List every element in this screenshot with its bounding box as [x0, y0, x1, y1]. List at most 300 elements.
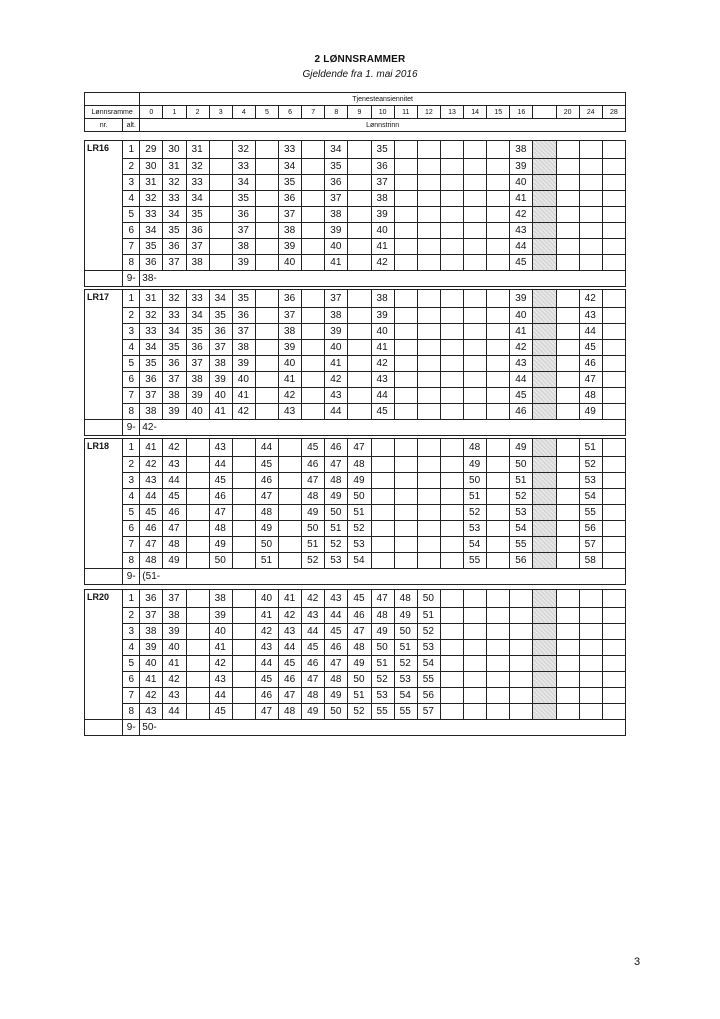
step-cell	[417, 552, 440, 568]
step-cell: 56	[417, 687, 440, 703]
step-cell: 41	[140, 671, 163, 687]
step-cell: 36	[186, 339, 209, 355]
step-cell	[464, 703, 487, 719]
step-cell	[371, 536, 394, 552]
step-cell	[556, 206, 579, 222]
table-row	[85, 339, 626, 355]
step-cell: 52	[417, 623, 440, 639]
step-cell	[556, 590, 579, 608]
step-cell	[556, 307, 579, 323]
step-cell: 46	[140, 520, 163, 536]
step-cell	[371, 456, 394, 472]
step-cell: 47	[163, 520, 186, 536]
step-cell: 47	[279, 687, 302, 703]
step-cell: 45	[255, 671, 278, 687]
step-cell: 54	[348, 552, 371, 568]
step-cell: 37	[325, 190, 348, 206]
step-cell	[556, 639, 579, 655]
step-cell	[440, 307, 463, 323]
step-cell: 50	[325, 703, 348, 719]
step-cell	[464, 687, 487, 703]
step-cell	[255, 238, 278, 254]
step-cell: 42	[163, 439, 186, 457]
alt-cell: 3	[123, 623, 140, 639]
step-cell	[579, 238, 602, 254]
step-cell: 47	[255, 703, 278, 719]
step-cell	[440, 141, 463, 159]
step-cell	[394, 254, 417, 270]
step-cell: 38	[325, 307, 348, 323]
step-cell: 37	[209, 339, 232, 355]
frame-name-cell	[85, 403, 123, 419]
step-cell	[255, 141, 278, 159]
page-title: 2 LØNNSRAMMER	[314, 54, 406, 65]
step-cell	[186, 703, 209, 719]
table-row	[85, 520, 626, 536]
step-cell	[556, 403, 579, 419]
table-row	[85, 687, 626, 703]
step-cell	[602, 323, 625, 339]
step-cell	[487, 174, 510, 190]
step-cell	[440, 174, 463, 190]
step-cell	[232, 488, 255, 504]
step-cell	[440, 623, 463, 639]
step-cell	[186, 687, 209, 703]
step-cell	[533, 238, 556, 254]
frame-name-cell	[85, 387, 123, 403]
step-cell: 43	[163, 687, 186, 703]
step-cell: 46	[163, 504, 186, 520]
step-cell: 55	[417, 671, 440, 687]
step-cell	[348, 403, 371, 419]
step-cell	[417, 190, 440, 206]
step-cell: 30	[163, 141, 186, 159]
step-cell	[394, 403, 417, 419]
frame-name-cell	[85, 174, 123, 190]
step-cell	[417, 371, 440, 387]
step-cell: 51	[348, 687, 371, 703]
step-cell	[464, 190, 487, 206]
frame-name: LR20	[85, 590, 123, 608]
step-cell	[186, 590, 209, 608]
step-cell	[255, 290, 278, 308]
step-cell: 33	[140, 323, 163, 339]
step-cell	[302, 371, 325, 387]
step-cell	[440, 703, 463, 719]
step-cell	[417, 439, 440, 457]
table-row-tail	[85, 270, 626, 286]
step-cell	[394, 222, 417, 238]
alt-cell: 2	[123, 158, 140, 174]
step-cell	[417, 403, 440, 419]
step-cell	[417, 488, 440, 504]
step-cell: 37	[163, 254, 186, 270]
step-cell: 55	[579, 504, 602, 520]
step-cell	[556, 655, 579, 671]
step-cell: 31	[186, 141, 209, 159]
step-cell	[232, 536, 255, 552]
step-cell	[371, 488, 394, 504]
step-cell	[417, 387, 440, 403]
step-cell: 55	[371, 703, 394, 719]
step-cell: 53	[348, 536, 371, 552]
step-cell	[232, 472, 255, 488]
step-cell: 39	[371, 307, 394, 323]
table-row	[85, 472, 626, 488]
step-cell	[579, 607, 602, 623]
step-cell	[510, 607, 533, 623]
step-cell	[487, 254, 510, 270]
step-cell: 53	[464, 520, 487, 536]
step-cell: 38	[279, 222, 302, 238]
header-year-cell: 20	[556, 106, 579, 119]
step-cell	[579, 655, 602, 671]
step-cell	[394, 323, 417, 339]
step-cell	[487, 623, 510, 639]
step-cell: 36	[140, 590, 163, 608]
alt-cell: 6	[123, 222, 140, 238]
step-cell	[417, 206, 440, 222]
step-cell: 37	[325, 290, 348, 308]
step-cell: 36	[209, 323, 232, 339]
step-cell: 42	[209, 655, 232, 671]
alt-cell: 8	[123, 254, 140, 270]
step-cell	[232, 639, 255, 655]
step-cell: 48	[371, 607, 394, 623]
step-cell	[394, 355, 417, 371]
step-cell: 39	[163, 623, 186, 639]
step-cell	[556, 290, 579, 308]
tail-alt-cell: 9-	[123, 270, 140, 286]
step-cell	[533, 655, 556, 671]
step-cell	[533, 307, 556, 323]
step-cell: 52	[464, 504, 487, 520]
alt-cell: 1	[123, 590, 140, 608]
step-cell: 34	[232, 174, 255, 190]
table-row	[85, 158, 626, 174]
step-cell: 35	[163, 222, 186, 238]
step-cell: 35	[209, 307, 232, 323]
step-cell: 35	[325, 158, 348, 174]
step-cell: 31	[163, 158, 186, 174]
step-cell	[302, 339, 325, 355]
step-cell: 38	[140, 403, 163, 419]
step-cell	[464, 222, 487, 238]
frame-name-cell	[85, 222, 123, 238]
step-cell	[394, 141, 417, 159]
step-cell	[255, 222, 278, 238]
step-cell: 47	[209, 504, 232, 520]
step-cell	[556, 456, 579, 472]
table-row	[85, 456, 626, 472]
step-cell: 47	[302, 671, 325, 687]
step-cell	[186, 552, 209, 568]
table-row	[85, 174, 626, 190]
step-cell	[464, 623, 487, 639]
step-cell: 44	[510, 238, 533, 254]
step-cell: 55	[464, 552, 487, 568]
step-cell	[417, 355, 440, 371]
step-cell: 42	[510, 206, 533, 222]
step-cell: 35	[279, 174, 302, 190]
step-cell	[464, 290, 487, 308]
table-row	[85, 536, 626, 552]
step-cell: 40	[371, 323, 394, 339]
step-cell	[279, 472, 302, 488]
step-cell	[255, 403, 278, 419]
step-cell: 44	[579, 323, 602, 339]
step-cell	[440, 439, 463, 457]
step-cell	[464, 323, 487, 339]
step-cell: 53	[394, 671, 417, 687]
step-cell: 43	[163, 456, 186, 472]
step-cell: 48	[302, 488, 325, 504]
step-cell	[417, 158, 440, 174]
step-cell: 38	[163, 387, 186, 403]
step-cell	[440, 403, 463, 419]
frame-table-lr18	[84, 438, 626, 585]
step-cell: 41	[279, 590, 302, 608]
step-cell	[440, 238, 463, 254]
step-cell: 46	[325, 439, 348, 457]
step-cell	[302, 387, 325, 403]
frame-table-lr20	[84, 589, 626, 736]
step-cell	[255, 355, 278, 371]
step-cell	[556, 520, 579, 536]
step-cell: 44	[302, 623, 325, 639]
frame-table-lr16	[84, 140, 626, 287]
step-cell	[533, 387, 556, 403]
step-cell: 33	[279, 141, 302, 159]
frame-name-cell	[85, 371, 123, 387]
step-cell: 48	[279, 703, 302, 719]
step-cell: 38	[279, 323, 302, 339]
table-row	[85, 141, 626, 159]
step-cell	[371, 439, 394, 457]
step-cell: 42	[302, 590, 325, 608]
frame-table-lr17	[84, 289, 626, 436]
step-cell: 35	[186, 323, 209, 339]
table-row	[85, 307, 626, 323]
tail-blank-cell	[85, 719, 123, 735]
alt-cell: 1	[123, 290, 140, 308]
step-cell	[556, 439, 579, 457]
step-cell: 45	[510, 387, 533, 403]
step-cell	[348, 141, 371, 159]
step-cell: 45	[209, 472, 232, 488]
step-cell: 49	[394, 607, 417, 623]
step-cell: 42	[579, 290, 602, 308]
step-cell: 38	[209, 355, 232, 371]
step-cell	[487, 456, 510, 472]
step-cell	[186, 472, 209, 488]
step-cell: 41	[325, 355, 348, 371]
step-cell	[417, 222, 440, 238]
step-cell	[487, 387, 510, 403]
step-cell	[417, 339, 440, 355]
step-cell: 39	[325, 222, 348, 238]
step-cell: 46	[209, 488, 232, 504]
step-cell: 38	[232, 339, 255, 355]
step-cell: 43	[325, 590, 348, 608]
step-cell: 41	[209, 639, 232, 655]
step-cell: 50	[417, 590, 440, 608]
step-cell	[487, 355, 510, 371]
step-cell	[579, 590, 602, 608]
step-cell: 48	[394, 590, 417, 608]
step-cell	[487, 339, 510, 355]
table-row	[85, 190, 626, 206]
step-cell: 38	[371, 290, 394, 308]
alt-cell: 7	[123, 536, 140, 552]
step-cell	[417, 504, 440, 520]
step-cell	[440, 371, 463, 387]
step-cell: 38	[232, 238, 255, 254]
step-cell	[394, 206, 417, 222]
step-cell: 42	[163, 671, 186, 687]
step-cell: 39	[232, 254, 255, 270]
step-cell: 46	[510, 403, 533, 419]
frame-name-cell	[85, 536, 123, 552]
step-cell	[186, 655, 209, 671]
step-cell	[602, 238, 625, 254]
alt-cell: 3	[123, 174, 140, 190]
step-cell	[232, 456, 255, 472]
step-cell	[394, 536, 417, 552]
tail-alt-cell: 9-	[123, 568, 140, 584]
step-cell: 37	[279, 307, 302, 323]
step-cell: 39	[325, 323, 348, 339]
step-cell	[556, 623, 579, 639]
step-cell: 48	[209, 520, 232, 536]
step-cell	[533, 290, 556, 308]
frame-name-cell	[85, 504, 123, 520]
step-cell	[348, 158, 371, 174]
step-cell	[440, 355, 463, 371]
step-cell: 41	[325, 254, 348, 270]
frame-name: LR18	[85, 439, 123, 457]
step-cell	[209, 238, 232, 254]
step-cell: 43	[140, 703, 163, 719]
step-cell	[348, 371, 371, 387]
table-row	[85, 639, 626, 655]
step-cell	[209, 254, 232, 270]
alt-cell: 5	[123, 655, 140, 671]
step-cell: 36	[163, 238, 186, 254]
step-cell: 44	[255, 655, 278, 671]
step-cell	[232, 671, 255, 687]
step-cell	[394, 439, 417, 457]
step-cell: 41	[255, 607, 278, 623]
step-cell: 53	[579, 472, 602, 488]
step-cell	[533, 590, 556, 608]
frame-name-cell	[85, 687, 123, 703]
step-cell: 49	[163, 552, 186, 568]
step-cell: 48	[325, 472, 348, 488]
step-cell: 43	[302, 607, 325, 623]
step-cell: 40	[325, 339, 348, 355]
step-cell	[556, 387, 579, 403]
step-cell	[602, 607, 625, 623]
table-row	[85, 323, 626, 339]
step-cell: 32	[140, 307, 163, 323]
step-cell: 54	[510, 520, 533, 536]
step-cell: 50	[348, 671, 371, 687]
table-row	[85, 238, 626, 254]
table-row	[85, 623, 626, 639]
step-cell: 33	[163, 190, 186, 206]
step-cell	[533, 339, 556, 355]
step-cell: 41	[279, 371, 302, 387]
step-cell: 43	[279, 403, 302, 419]
step-cell	[487, 290, 510, 308]
frame-name-cell	[85, 190, 123, 206]
step-cell: 40	[163, 639, 186, 655]
step-cell	[510, 671, 533, 687]
step-cell	[464, 141, 487, 159]
step-cell: 48	[325, 671, 348, 687]
frame-name-cell	[85, 307, 123, 323]
step-cell	[556, 552, 579, 568]
step-cell: 52	[371, 671, 394, 687]
step-cell: 48	[140, 552, 163, 568]
alt-cell: 1	[123, 439, 140, 457]
step-cell	[487, 687, 510, 703]
step-cell	[464, 355, 487, 371]
step-cell: 32	[232, 141, 255, 159]
step-cell	[186, 456, 209, 472]
alt-cell: 5	[123, 206, 140, 222]
step-cell	[533, 504, 556, 520]
step-cell: 43	[371, 371, 394, 387]
step-cell	[602, 590, 625, 608]
step-cell	[487, 206, 510, 222]
step-cell: 49	[510, 439, 533, 457]
step-cell: 49	[302, 504, 325, 520]
step-cell	[533, 439, 556, 457]
step-cell: 53	[371, 687, 394, 703]
step-cell: 42	[510, 339, 533, 355]
step-cell	[186, 639, 209, 655]
step-cell	[602, 472, 625, 488]
step-cell	[533, 687, 556, 703]
step-cell	[279, 552, 302, 568]
step-cell: 45	[325, 623, 348, 639]
step-cell: 52	[394, 655, 417, 671]
tail-value-cell: 38-	[140, 270, 626, 286]
step-cell	[533, 141, 556, 159]
step-cell	[440, 456, 463, 472]
step-cell	[602, 456, 625, 472]
alt-cell: 7	[123, 238, 140, 254]
step-cell: 58	[579, 552, 602, 568]
step-cell: 46	[579, 355, 602, 371]
step-cell	[487, 222, 510, 238]
step-cell: 35	[232, 290, 255, 308]
step-cell	[533, 472, 556, 488]
page-subtitle: Gjeldende fra 1. mai 2016	[302, 69, 418, 80]
step-cell: 41	[140, 439, 163, 457]
step-cell: 34	[186, 190, 209, 206]
step-cell	[440, 590, 463, 608]
step-cell	[302, 238, 325, 254]
step-cell: 47	[579, 371, 602, 387]
step-cell	[510, 655, 533, 671]
alt-cell: 6	[123, 371, 140, 387]
step-cell: 37	[163, 371, 186, 387]
step-cell: 50	[348, 488, 371, 504]
table-row	[85, 403, 626, 419]
